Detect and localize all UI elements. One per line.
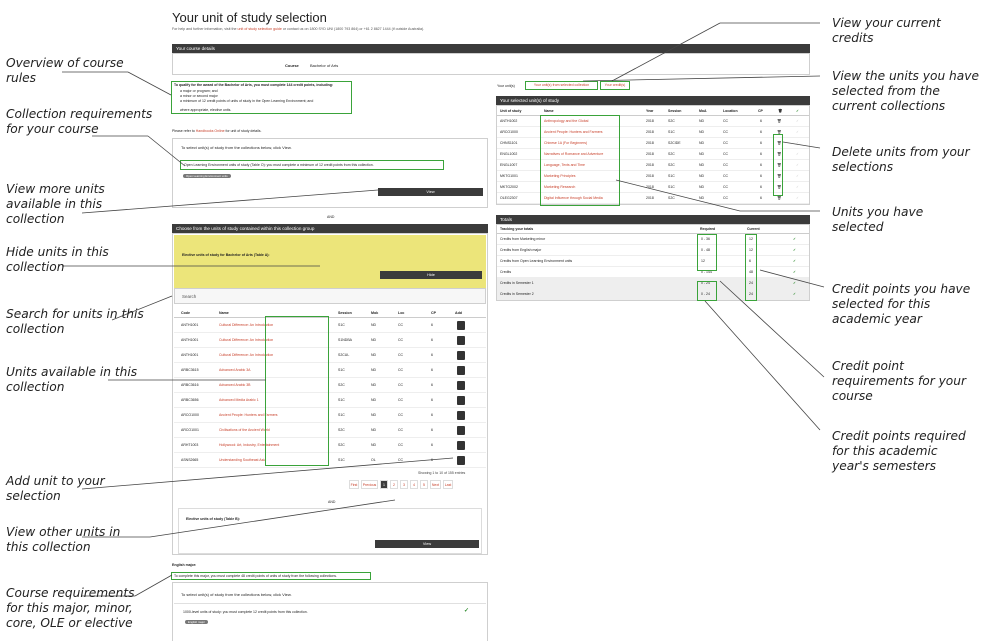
major-label: English major: — [172, 563, 197, 567]
check-icon: ✓ — [793, 259, 796, 263]
selected-unit-cell: 2018 — [646, 174, 654, 178]
callout-current-credits: View your current credits — [832, 16, 941, 45]
unit-name[interactable]: Advanced Arabic 3A — [219, 368, 251, 372]
callout-overview: Overview of course rules — [6, 56, 124, 85]
unit-row — [174, 408, 486, 423]
page-title: Your unit of study selection — [172, 10, 327, 25]
check-icon: ✓ — [793, 292, 796, 296]
unit-cell: ND — [371, 443, 377, 447]
major-level-requirement: 1000-level units of study: you must complete 12 credit points from this collection. — [183, 610, 308, 614]
totals-panel — [496, 224, 810, 301]
selected-unit-cell: ND — [699, 152, 705, 156]
selected-unit-name[interactable]: Marketing Research — [544, 185, 576, 189]
selected-unit-cell: ND — [699, 163, 705, 167]
unit-cell: S2C — [338, 443, 345, 447]
unit-cell: 6 — [431, 458, 433, 462]
unit-row — [174, 333, 486, 348]
check-icon: ✓ — [464, 608, 470, 614]
delete-unit-icon[interactable]: 🗑 — [777, 141, 782, 145]
delete-column-highlight — [773, 134, 783, 196]
selected-unit-cell: S1C — [668, 174, 675, 178]
pagination-previous[interactable]: Previous — [361, 480, 378, 489]
callout-hide-units: Hide units in this collection — [6, 245, 109, 274]
check-icon: ✓ — [793, 270, 796, 274]
selected-unit-cell: CC — [723, 163, 729, 167]
major-collection-panel — [172, 582, 488, 641]
selected-unit-cell: ENGL1002 — [500, 152, 518, 156]
totals-row — [497, 289, 809, 300]
selected-unit-cell: 2018 — [646, 185, 654, 189]
selected-unit-cell: S2CIDE — [668, 141, 681, 145]
major-pill: English major — [185, 620, 208, 624]
major-intro: To select unit(s) of study from the collections below, click View. — [181, 592, 292, 597]
add-unit-button[interactable] — [457, 321, 465, 330]
totals-table-header: Tracking your totals Required Current — [497, 225, 809, 234]
callout-view-other: View other units in this collection — [6, 525, 121, 554]
available-units-highlight — [265, 316, 329, 466]
view-button[interactable]: View — [375, 540, 479, 548]
unit-cell: 6 — [431, 413, 433, 417]
selected-unit-cell: S1C — [668, 185, 675, 189]
totals-row — [497, 278, 809, 289]
totals-required: 0 - 36 — [701, 237, 710, 241]
selected-unit-cell: ND — [699, 185, 705, 189]
unit-row — [174, 363, 486, 378]
add-unit-button[interactable] — [457, 366, 465, 375]
unit-cell: ND — [371, 383, 377, 387]
selected-unit-name[interactable]: Marketing Principles — [544, 174, 576, 178]
add-unit-button[interactable] — [457, 441, 465, 450]
add-unit-button[interactable] — [457, 381, 465, 390]
totals-header: Totals — [496, 215, 810, 224]
selection-guide-link[interactable]: unit of study selection guide — [237, 27, 282, 31]
totals-label: Credits from Marketing minor — [500, 237, 546, 241]
check-icon: ✓ — [793, 281, 796, 285]
totals-table-body — [497, 234, 809, 300]
rule-item: a major or program; and — [180, 89, 218, 93]
totals-required: 0 - 24 — [701, 281, 710, 285]
unit-cell: ASNS2665 — [181, 458, 199, 462]
callout-add-unit: Add unit to your selection — [6, 474, 105, 503]
unit-cell: ND — [371, 338, 377, 342]
selected-unit-cell: ND — [699, 119, 705, 123]
unit-cell: CC — [398, 383, 404, 387]
selected-unit-cell: 2018 — [646, 119, 654, 123]
callout-view-selected: View the units you have selected from the current collections — [832, 69, 979, 113]
unit-row — [174, 453, 486, 468]
totals-label: Credits in Semester 1 — [500, 281, 534, 285]
totals-row — [497, 256, 809, 267]
help-text: For help and further information, visit the unit of study selection guide or contact us on 1800 SYD UNI (1800 793 864) or +61 2 8627 1444 (if outside Australia). — [172, 27, 425, 31]
unit-name[interactable]: Understanding Southeast Asia — [219, 458, 267, 462]
unit-cell: CC — [398, 323, 404, 327]
tab-credits[interactable]: Your credit(s) — [600, 81, 630, 90]
selected-unit-cell: OLEG2307 — [500, 196, 518, 200]
unit-name[interactable]: Ancient People: Hunters and Farmers — [219, 413, 278, 417]
unit-cell: CC — [398, 428, 404, 432]
selected-unit-cell: S2C — [668, 196, 675, 200]
delete-unit-icon[interactable]: 🗑 — [777, 174, 782, 178]
totals-required: 0 - 24 — [701, 292, 710, 296]
handbook-link[interactable]: Handbooks Online — [195, 129, 225, 133]
callout-credit-requirements: Credit point requirements for your course — [832, 359, 966, 403]
selected-unit-cell: 6 — [760, 141, 762, 145]
pagination-3[interactable]: 3 — [400, 480, 408, 489]
selected-unit-cell: 2018 — [646, 152, 654, 156]
add-unit-button[interactable] — [457, 336, 465, 345]
unit-cell: 6 — [431, 338, 433, 342]
handbook-note: Please refer to Handbooks Online for unit of study details. — [172, 129, 262, 133]
totals-row — [497, 267, 809, 278]
collection-group-header: Choose from the units of study contained within this collection group — [172, 224, 488, 233]
selected-unit-cell: ENGL1007 — [500, 163, 518, 167]
totals-row — [497, 234, 809, 245]
selected-unit-cell: S2C — [668, 152, 675, 156]
units-table-header: Code Name Session Mok Loc CP Add — [174, 308, 486, 318]
selected-unit-cell: CHNS1101 — [500, 141, 518, 145]
search-input[interactable]: Search — [174, 288, 486, 304]
unit-cell: ND — [371, 398, 377, 402]
unit-row — [174, 423, 486, 438]
unit-name[interactable]: Civilisations of the Ancient World — [219, 428, 270, 432]
selected-unit-name[interactable]: Narratives of Romance and Adventure — [544, 152, 604, 156]
delete-unit-icon[interactable]: 🗑 — [777, 152, 782, 156]
elective-b-title: Elective units of study (Table B): — [186, 517, 240, 521]
unit-cell: 6 — [431, 323, 433, 327]
check-icon: ✓ — [796, 109, 799, 113]
unit-cell: ND — [371, 323, 377, 327]
course-details-panel — [172, 53, 810, 75]
selected-unit-cell: ND — [699, 141, 705, 145]
selected-unit-cell: CC — [723, 130, 729, 134]
pagination-1[interactable]: 1 — [380, 480, 388, 489]
callout-delete-units: Delete units from your selections — [832, 145, 970, 174]
unit-cell: 6 — [431, 383, 433, 387]
unit-cell: ARHT1003 — [181, 443, 199, 447]
selected-unit-cell: 2018 — [646, 163, 654, 167]
unit-cell: ARBC3616 — [181, 383, 199, 387]
selected-unit-cell: MKTG2002 — [500, 185, 518, 189]
unit-cell: ND — [371, 353, 377, 357]
selected-unit-name[interactable]: Anthropology and the Global — [544, 119, 589, 123]
tab-selected-collection[interactable]: Your unit(s) from selected collection — [525, 81, 598, 90]
rule-item: a minor or second major — [180, 94, 218, 98]
check-icon: ✓ — [793, 237, 796, 241]
add-unit-button[interactable] — [457, 426, 465, 435]
selected-unit-cell: MKTG1001 — [500, 174, 518, 178]
selected-unit-cell: ARCO1000 — [500, 130, 518, 134]
callout-search-units: Search for units in this collection — [6, 307, 144, 336]
callout-collection-requirements: Collection requirements for your course — [6, 107, 153, 136]
selected-unit-cell: 6 — [760, 119, 762, 123]
totals-current: 48 — [749, 270, 753, 274]
selected-unit-cell: CC — [723, 141, 729, 145]
course-label: Course — [285, 63, 299, 68]
selected-unit-cell: 6 — [760, 152, 762, 156]
unit-cell: 6 — [431, 368, 433, 372]
unit-cell: S2C — [338, 428, 345, 432]
and-separator: AND — [327, 215, 335, 219]
check-icon: ✓ — [796, 163, 799, 167]
unit-cell: S1C — [338, 368, 345, 372]
selected-unit-cell: 6 — [760, 174, 762, 178]
selected-unit-cell: 6 — [760, 185, 762, 189]
trash-icon: 🗑 — [778, 109, 783, 113]
rule-item: a minimum of 12 credit points of units of study in the Open Learning Environment; and — [180, 99, 314, 103]
unit-cell: ARCO1000 — [181, 413, 199, 417]
selected-unit-cell: S1C — [668, 130, 675, 134]
selected-unit-cell: 6 — [760, 196, 762, 200]
unit-cell: ARCO1001 — [181, 428, 199, 432]
unit-cell: ANTH1001 — [181, 323, 199, 327]
selected-unit-cell: S2C — [668, 119, 675, 123]
pagination-first[interactable]: First — [349, 480, 359, 489]
selected-unit-cell: ND — [699, 174, 705, 178]
callout-units-available: Units available in this collection — [6, 365, 138, 394]
selected-unit-cell: CC — [723, 185, 729, 189]
unit-cell: ARBC3656 — [181, 398, 199, 402]
and-separator: AND — [328, 500, 336, 504]
unit-row — [174, 393, 486, 408]
unit-name[interactable]: Advanced Arabic 3B — [219, 383, 251, 387]
unit-cell: 6 — [431, 443, 433, 447]
unit-row — [174, 348, 486, 363]
units-table-body — [174, 318, 486, 468]
course-details-header: Your course details — [172, 44, 810, 53]
unit-cell: CC — [398, 368, 404, 372]
selected-unit-cell: CC — [723, 152, 729, 156]
unit-cell: ANTH1001 — [181, 338, 199, 342]
hide-button[interactable]: Hide — [380, 271, 482, 279]
unit-cell: S1C — [338, 398, 345, 402]
add-unit-button[interactable] — [457, 456, 465, 465]
unit-name[interactable]: Cultural Difference: An Introduction — [219, 353, 274, 357]
unit-cell: 6 — [431, 428, 433, 432]
check-icon: ✓ — [796, 152, 799, 156]
totals-label: Credits from English major — [500, 248, 542, 252]
callout-view-more: View more units available in this collection — [6, 182, 105, 226]
current-credits-highlight — [745, 234, 757, 301]
pagination — [349, 480, 467, 490]
divider — [174, 603, 486, 604]
check-icon: ✓ — [796, 130, 799, 134]
collection-intro: To select unit(s) of study from the collections below, click View. — [181, 145, 292, 150]
selected-unit-cell: CC — [723, 196, 729, 200]
add-unit-button[interactable] — [457, 411, 465, 420]
unit-cell: S2CUL — [338, 353, 350, 357]
unit-cell: 6 — [431, 398, 433, 402]
unit-cell: ND — [371, 428, 377, 432]
rule-item: where appropriate, elective units. — [180, 108, 232, 112]
selected-unit-name[interactable]: Digital Influence through Social Media — [544, 196, 603, 200]
unit-cell: S2C — [338, 383, 345, 387]
unit-row — [174, 438, 486, 453]
delete-unit-icon[interactable]: 🗑 — [777, 185, 782, 189]
collection-requirement: Open Learning Environment units of study (Table O): you must complete a minimum of 12 credit points from this collection. — [180, 160, 444, 170]
pagination-2[interactable]: 2 — [390, 480, 398, 489]
semester-required-highlight — [697, 281, 717, 301]
delete-unit-icon[interactable]: 🗑 — [777, 130, 782, 134]
pagination-4[interactable]: 4 — [410, 480, 418, 489]
unit-cell: ND — [371, 413, 377, 417]
unit-cell: CC — [398, 338, 404, 342]
totals-required: 0 - 48 — [701, 248, 710, 252]
callout-credit-points-year: Credit points you have selected for this academic year — [832, 282, 971, 326]
unit-name[interactable]: Cultural Difference: An Introduction — [219, 323, 274, 327]
pagination-5[interactable]: 5 — [420, 480, 428, 489]
unit-cell: OL — [371, 458, 376, 462]
elective-collection-b — [178, 508, 482, 554]
elective-title: Elective units of study for Bachelor of Arts (Table A): — [182, 253, 270, 257]
selected-unit-name[interactable]: Ancient People: Hunters and Farmers — [544, 130, 603, 134]
totals-row — [497, 245, 809, 256]
pagination-last[interactable]: Last — [443, 480, 453, 489]
totals-required: 12 — [701, 259, 705, 263]
totals-label: Credits in Semester 2 — [500, 292, 534, 296]
unit-name[interactable]: Advanced Media Arabic 1 — [219, 398, 259, 402]
collection-group-panel — [172, 233, 488, 555]
check-icon: ✓ — [796, 185, 799, 189]
course-rules-box — [171, 81, 352, 114]
unit-name[interactable]: Hollywood: Art, Industry, Entertainment — [219, 443, 280, 447]
totals-current: 24 — [749, 292, 753, 296]
unit-row — [174, 378, 486, 393]
selected-table-header: Unit of study Name Year Session MoA Location CP 🗑 ✓ — [497, 106, 809, 116]
check-icon: ✓ — [796, 119, 799, 123]
add-unit-button[interactable] — [457, 351, 465, 360]
selected-unit-cell: CC — [723, 174, 729, 178]
callout-units-selected: Units you have selected — [832, 205, 924, 234]
unit-name[interactable]: Cultural Difference: An Introduction — [219, 338, 274, 342]
callout-course-requirements: Course requirements for this major, minor, core, OLE or elective — [6, 586, 135, 630]
selected-unit-name[interactable]: Language, Texts and Time — [544, 163, 585, 167]
totals-required: 0 - 144 — [701, 270, 712, 274]
unit-cell: S1C — [338, 458, 345, 462]
major-requirement: To complete this major, you must complete 48 credit points of units of study from the following collections. — [171, 572, 371, 580]
selected-unit-cell: ND — [699, 130, 705, 134]
unit-cell: CC — [398, 353, 404, 357]
required-credits-highlight — [697, 234, 717, 271]
check-icon: ✓ — [796, 196, 799, 200]
totals-current: 12 — [749, 237, 753, 241]
selected-unit-cell: 2018 — [646, 130, 654, 134]
tab-your-units[interactable]: Your unit(s) — [497, 84, 515, 88]
selected-unit-name[interactable]: Chinese 1A (For Beginners) — [544, 141, 588, 145]
selected-unit-cell: 6 — [760, 130, 762, 134]
selected-unit-cell: S2C — [668, 163, 675, 167]
check-icon: ✓ — [796, 141, 799, 145]
unit-cell: ND — [371, 368, 377, 372]
unit-cell: S1C — [338, 323, 345, 327]
delete-unit-icon[interactable]: 🗑 — [777, 163, 782, 167]
selected-unit-cell: ANTH1002 — [500, 119, 518, 123]
unit-cell: S1NDBA — [338, 338, 353, 342]
totals-label: Credits from Open Learning Environment units — [500, 259, 573, 263]
unit-row — [174, 318, 486, 333]
totals-current: 24 — [749, 281, 753, 285]
totals-current: 6 — [749, 259, 751, 263]
unit-cell: ANTH1001 — [181, 353, 199, 357]
selected-unit-cell: ND — [699, 196, 705, 200]
collection-pill: Open Learning Environment units — [183, 174, 231, 178]
unit-cell: ARBC3615 — [181, 368, 199, 372]
delete-unit-icon[interactable]: 🗑 — [777, 196, 782, 200]
unit-cell: CC — [398, 443, 404, 447]
selected-unit-cell: 2018 — [646, 141, 654, 145]
selected-units-header: Your selected unit(s) of study — [496, 96, 810, 105]
unit-cell: CC — [398, 398, 404, 402]
pagination-next[interactable]: Next — [430, 480, 441, 489]
selected-unit-cell: 2018 — [646, 196, 654, 200]
check-icon: ✓ — [793, 248, 796, 252]
selected-unit-cell: 6 — [760, 163, 762, 167]
selected-units-highlight — [540, 115, 620, 206]
collection-panel — [172, 138, 488, 208]
callout-credit-semesters: Credit points required for this academic year's semesters — [832, 429, 966, 473]
unit-cell: S1C — [338, 413, 345, 417]
add-unit-button[interactable] — [457, 396, 465, 405]
view-button[interactable]: View — [378, 188, 483, 196]
showing-entries: Showing 1 to 10 of 155 entries — [418, 471, 466, 475]
course-rules-heading: To qualify for the award of the Bachelor of Arts, you must complete 144 credit points, including: — [174, 83, 334, 87]
unit-cell: CC — [398, 413, 404, 417]
unit-cell: CC — [398, 458, 404, 462]
course-value: Bachelor of Arts — [310, 63, 339, 68]
unit-cell: 6 — [431, 353, 433, 357]
selected-unit-cell: CC — [723, 119, 729, 123]
elective-collection — [174, 235, 486, 288]
totals-label: Credits — [500, 270, 512, 274]
delete-unit-icon[interactable]: 🗑 — [777, 119, 782, 123]
totals-current: 12 — [749, 248, 753, 252]
check-icon: ✓ — [796, 174, 799, 178]
